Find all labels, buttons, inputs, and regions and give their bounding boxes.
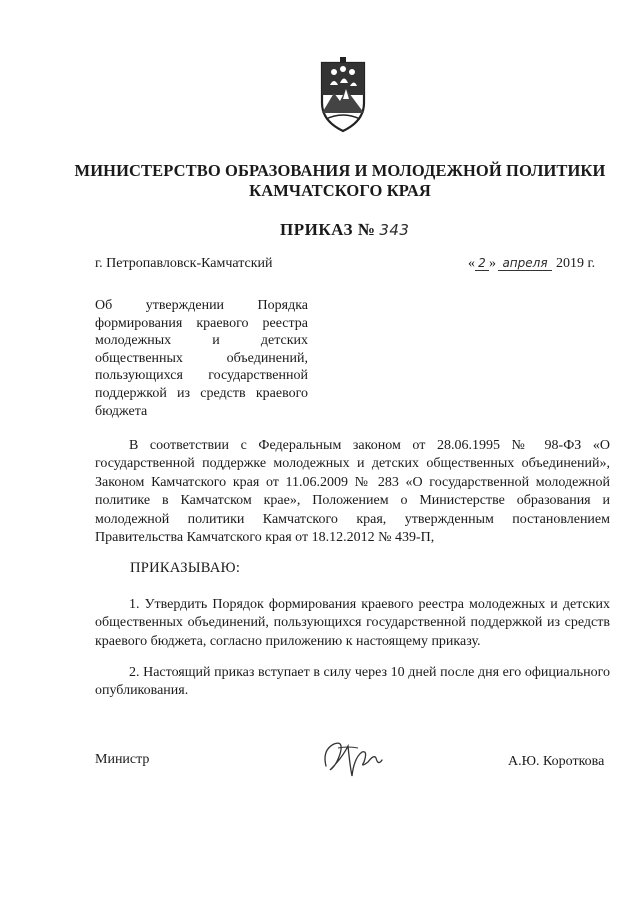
date-open-quote: « <box>468 256 475 271</box>
ministry-name <box>40 161 640 201</box>
order-item-2 <box>95 664 610 701</box>
order-item-1-text: 1. Утвердить Порядок формирования краевого реестра молодежных и детских общественных объединений, пользующихся государственной поддержкой из средств краевого бюджета, согласно приложению к настоящему приказу. <box>95 597 610 649</box>
order-word: ПРИКАЗЫВАЮ: <box>130 560 241 576</box>
order-title <box>280 220 409 240</box>
order-number: 343 <box>379 221 410 239</box>
ministry-line-2: КАМЧАТСКОГО КРАЯ <box>249 181 431 200</box>
kamchatka-coat-of-arms-icon <box>308 55 378 135</box>
city: г. Петропавловск-Камчатский <box>95 256 273 271</box>
date-day: 2 <box>475 256 489 271</box>
preamble <box>95 437 610 547</box>
date-year: 2019 г. <box>556 256 596 271</box>
date-month: апреля <box>498 256 552 271</box>
handwritten-signature-icon <box>318 736 388 780</box>
signer-name: А.Ю. Короткова <box>508 754 605 769</box>
ministry-line-1: МИНИСТЕРСТВО ОБРАЗОВАНИЯ И МОЛОДЕЖНОЙ ПОЛИТИКИ <box>74 161 606 180</box>
order-subject: Об утверждении Порядка формирования краевого реестра молодежных и детских общественных объединений, пользующихся государственной поддержкой из средств краевого бюджета <box>95 298 308 419</box>
signer-position: Министр <box>95 752 150 767</box>
order-date <box>468 256 595 272</box>
date-close-quote: » <box>489 256 496 271</box>
preamble-text: В соответствии с Федеральным законом от 28.06.1995 № 98-ФЗ «О государственной поддержке молодежных и детских общественных объединений», Законом Камчатского края от 11.06.2009 № 283 «О государственной молодежной политике в Камчатском крае», Положением о Министерстве образования и молодежной политики Камчатского края, утвержденным постановлением Правительства Камчатского края от 18.12.2012 № 439-П, <box>95 438 610 546</box>
order-item-2-text: 2. Настоящий приказ вступает в силу через 10 дней после дня его официального опубликования. <box>95 665 610 699</box>
order-label: ПРИКАЗ № <box>280 220 376 239</box>
order-item-1 <box>95 596 610 651</box>
